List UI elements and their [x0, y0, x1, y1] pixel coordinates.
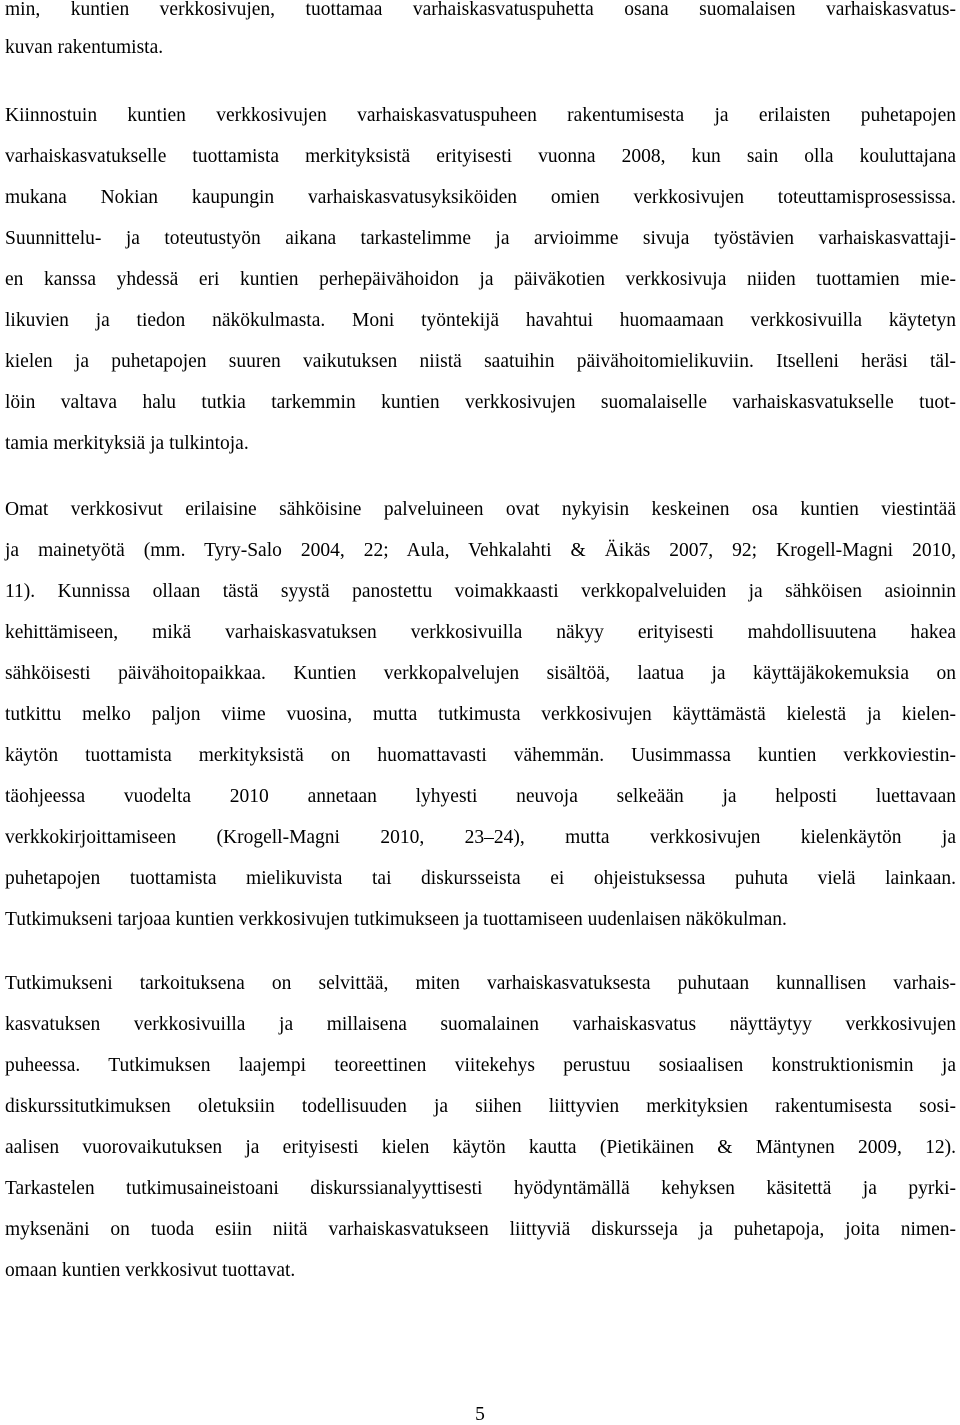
text-line: varhaiskasvatukselle tuottamista merkityksistä erityisesti vuonna 2008, kun sain olla kouluttajana	[5, 146, 956, 167]
text-line: sähköisesti päivähoitopaikkaa. Kuntien verkkopalvelujen sisältöä, laatua ja käyttäjäkokemuksia on	[5, 663, 956, 684]
text-line: ja mainetyötä (mm. Tyry-Salo 2004, 22; Aula, Vehkalahti & Äikäs 2007, 92; Krogell-Magni 2010,	[5, 540, 956, 561]
text-line: omaan kuntien verkkosivut tuottavat.	[5, 1260, 296, 1281]
text-line: käytön tuottamista merkityksistä on huomattavasti vähemmän. Uusimmassa kuntien verkkoviestin-	[5, 745, 956, 766]
text-line: en kanssa yhdessä eri kuntien perhepäivähoidon ja päiväkotien verkkosivuja niiden tuottamien mie-	[5, 269, 956, 290]
text-line: Suunnittelu- ja toteutustyön aikana tarkastelimme ja arvioimme sivuja työstävien varhaiskasvattaji-	[5, 228, 956, 249]
text-line: likuvien ja tiedon näkökulmasta. Moni työntekijä havahtui huomaamaan verkkosivuilla käytetyn	[5, 310, 956, 331]
text-line: min, kuntien verkkosivujen, tuottamaa varhaiskasvatuspuhetta osana suomalaisen varhaiskasvatus-	[5, 0, 956, 20]
text-line: mukana Nokian kaupungin varhaiskasvatusyksiköiden omien verkkosivujen toteuttamisprosessissa.	[5, 187, 956, 208]
text-line: kielen ja puhetapojen suuren vaikutuksen niistä saatuihin päivähoitomielikuviin. Itselleni heräsi täl-	[5, 351, 956, 372]
text-line: kasvatuksen verkkosivuilla ja millaisena suomalainen varhaiskasvatus näyttäytyy verkkosivujen	[5, 1014, 956, 1035]
text-line: kehittämiseen, mikä varhaiskasvatuksen verkkosivuilla näkyy erityisesti mahdollisuutena hakea	[5, 622, 956, 643]
text-line: kuvan rakentumista.	[5, 37, 164, 58]
text-line: täohjeessa vuodelta 2010 annetaan lyhyesti neuvoja selkeään ja helposti luettavaan	[5, 786, 956, 807]
text-line: tamia merkityksiä ja tulkintoja.	[5, 433, 249, 454]
text-line: Kiinnostuin kuntien verkkosivujen varhaiskasvatuspuheen rakentumisesta ja erilaisten puhetapojen	[5, 105, 956, 126]
text-line: diskurssitutkimuksen oletuksiin todellisuuden ja siihen liittyvien merkityksien rakentumisesta sosi-	[5, 1096, 956, 1117]
text-line: aalisen vuorovaikutuksen ja erityisesti kielen käytön kautta (Pietikäinen & Mäntynen 2009, 12).	[5, 1137, 956, 1158]
text-line: Tarkastelen tutkimusaineistoani diskurssianalyyttisesti hyödyntämällä kehyksen käsitettä ja pyrki-	[5, 1178, 956, 1199]
text-line: puheessa. Tutkimuksen laajempi teoreettinen viitekehys perustuu sosiaalisen konstruktionismin ja	[5, 1055, 956, 1076]
text-line: Tutkimukseni tarjoaa kuntien verkkosivujen tutkimukseen ja tuottamiseen uudenlaisen näkökulman.	[5, 909, 787, 930]
page-number: 5	[475, 1404, 485, 1425]
text-line: tutkittu melko paljon viime vuosina, mutta tutkimusta verkkosivujen käyttämästä kielestä ja kielen-	[5, 704, 956, 725]
text-line: löin valtava halu tutkia tarkemmin kuntien verkkosivujen suomalaiselle varhaiskasvatukselle tuot-	[5, 392, 956, 413]
text-line: Tutkimukseni tarkoituksena on selvittää, miten varhaiskasvatuksesta puhutaan kunnallisen varhais-	[5, 973, 956, 994]
text-line: puhetapojen tuottamista mielikuvista tai diskursseista ei ohjeistuksessa puhuta vielä lainkaan.	[5, 868, 956, 889]
text-line: verkkokirjoittamiseen (Krogell-Magni 2010, 23–24), mutta verkkosivujen kielenkäytön ja	[5, 827, 956, 848]
text-line: 11). Kunnissa ollaan tästä syystä panostettu voimakkaasti verkkopalveluiden ja sähköisen asioinnin	[5, 581, 956, 602]
text-line: Omat verkkosivut erilaisine sähköisine palveluineen ovat nykyisin keskeinen osa kuntien viestintää	[5, 499, 956, 520]
text-line: myksenäni on tuoda esiin niitä varhaiskasvatukseen liittyviä diskursseja ja puhetapoja, joita nimen-	[5, 1219, 956, 1240]
